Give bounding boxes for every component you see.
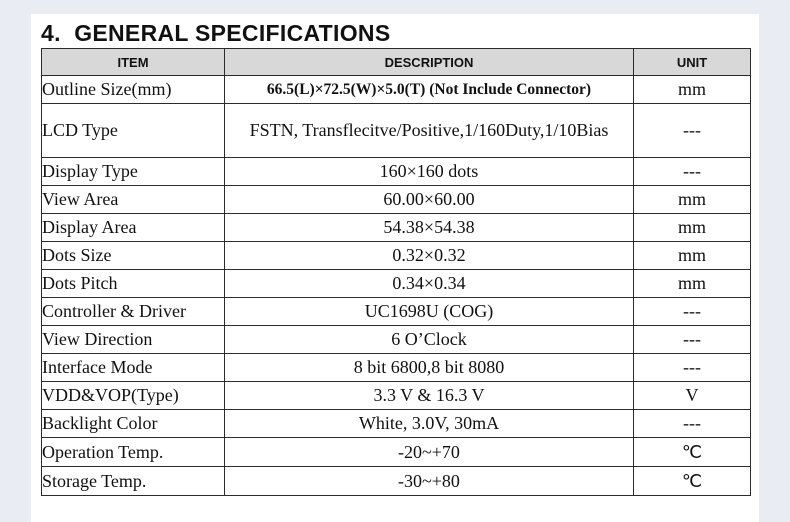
description-cell: 0.32×0.32 (225, 242, 634, 270)
unit-cell: mm (634, 214, 751, 242)
item-cell: Display Type (42, 158, 225, 186)
description-cell: -20~+70 (225, 438, 634, 467)
unit-cell: mm (634, 270, 751, 298)
table-row (42, 158, 751, 186)
section-title-text: GENERAL SPECIFICATIONS (74, 20, 391, 46)
description-cell: 54.38×54.38 (225, 214, 634, 242)
unit-cell: --- (634, 104, 751, 158)
table-row (42, 76, 751, 104)
column-header-description: DESCRIPTION (225, 49, 634, 76)
item-cell: Dots Size (42, 242, 225, 270)
table-row (42, 242, 751, 270)
item-cell: Backlight Color (42, 410, 225, 438)
unit-cell: --- (634, 326, 751, 354)
table-row (42, 270, 751, 298)
general-specifications-table (41, 48, 751, 496)
table-row (42, 382, 751, 410)
table-row (42, 214, 751, 242)
unit-cell: --- (634, 158, 751, 186)
item-cell: Storage Temp. (42, 467, 225, 496)
table-row (42, 438, 751, 467)
unit-cell: V (634, 382, 751, 410)
unit-cell: --- (634, 354, 751, 382)
item-cell: VDD&VOP(Type) (42, 382, 225, 410)
section-title (41, 18, 390, 48)
table-row (42, 354, 751, 382)
item-cell: Outline Size(mm) (42, 76, 225, 104)
unit-cell: ℃ (634, 438, 751, 467)
table-row (42, 326, 751, 354)
spec-sheet (31, 14, 759, 522)
unit-cell: mm (634, 242, 751, 270)
section-number: 4. (41, 20, 61, 46)
table-row (42, 410, 751, 438)
unit-cell: --- (634, 410, 751, 438)
table-row (42, 186, 751, 214)
item-cell: Operation Temp. (42, 438, 225, 467)
description-cell: 0.34×0.34 (225, 270, 634, 298)
item-cell: Controller & Driver (42, 298, 225, 326)
description-cell: White, 3.0V, 30mA (225, 410, 634, 438)
item-cell: LCD Type (42, 104, 225, 158)
description-cell: -30~+80 (225, 467, 634, 496)
description-cell: 66.5(L)×72.5(W)×5.0(T) (Not Include Connector) (225, 76, 634, 104)
item-cell: Display Area (42, 214, 225, 242)
description-cell: FSTN, Transflecitve/Positive,1/160Duty,1/10Bias (225, 104, 634, 158)
description-cell: 6 O’Clock (225, 326, 634, 354)
column-header-unit: UNIT (634, 49, 751, 76)
description-cell: UC1698U (COG) (225, 298, 634, 326)
item-cell: View Direction (42, 326, 225, 354)
item-cell: Interface Mode (42, 354, 225, 382)
column-header-item: ITEM (42, 49, 225, 76)
table-row (42, 104, 751, 158)
unit-cell: --- (634, 298, 751, 326)
description-cell: 160×160 dots (225, 158, 634, 186)
item-cell: View Area (42, 186, 225, 214)
unit-cell: ℃ (634, 467, 751, 496)
table-row (42, 467, 751, 496)
unit-cell: mm (634, 76, 751, 104)
item-cell: Dots Pitch (42, 270, 225, 298)
description-cell: 3.3 V & 16.3 V (225, 382, 634, 410)
table-row (42, 298, 751, 326)
unit-cell: mm (634, 186, 751, 214)
description-cell: 8 bit 6800,8 bit 8080 (225, 354, 634, 382)
table-header-row (42, 49, 751, 76)
description-cell: 60.00×60.00 (225, 186, 634, 214)
